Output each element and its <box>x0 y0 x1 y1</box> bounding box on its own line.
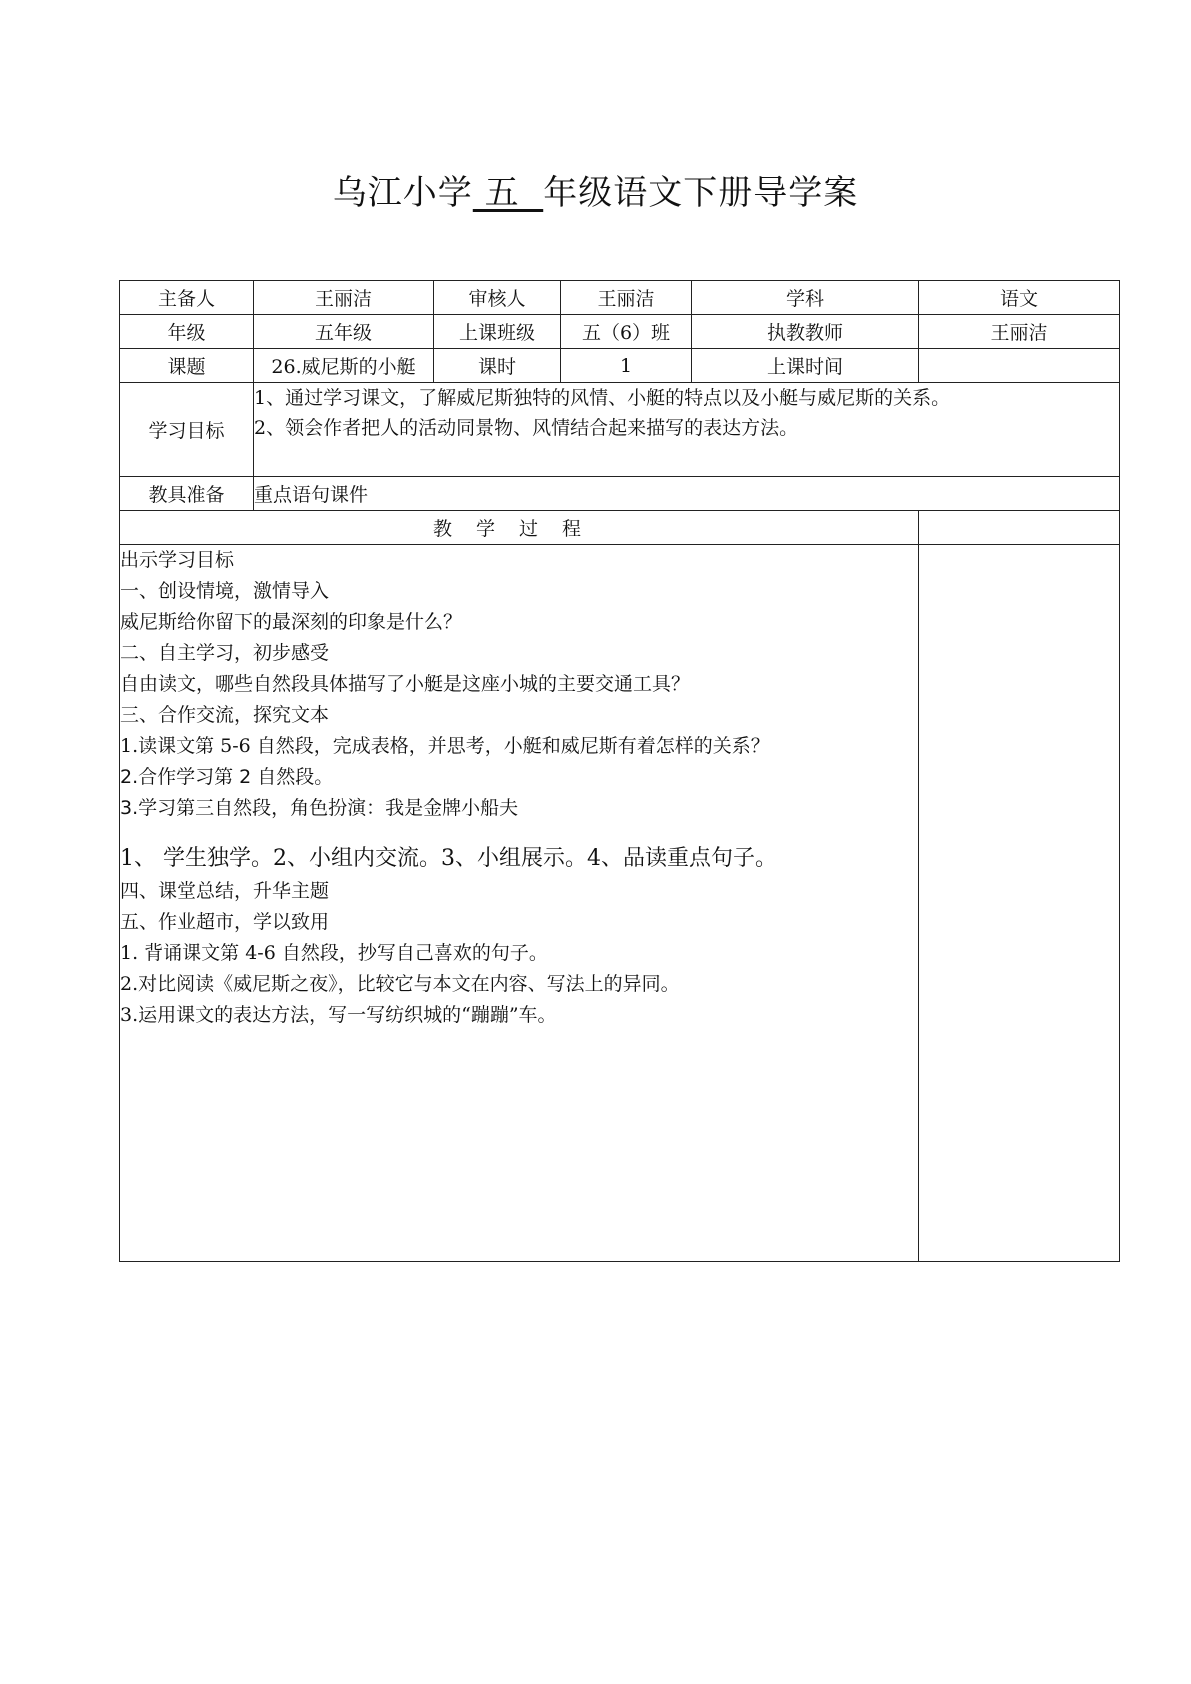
time-label: 上课时间 <box>692 349 919 383</box>
teacher-label: 执教教师 <box>692 315 919 349</box>
process-notes-cell <box>919 545 1120 1262</box>
time-value <box>919 349 1120 383</box>
process-line: 2.对比阅读《威尼斯之夜》，比较它与本文在内容、写法上的异同。 <box>120 973 680 995</box>
period-value: 1 <box>561 349 692 383</box>
goal-item: 1、通过学习课文，了解威尼斯独特的风情、小艇的特点以及小艇与威尼斯的关系。 <box>254 387 951 409</box>
process-line: 出示学习目标 <box>120 549 235 571</box>
process-line: 四、课堂总结，升华主题 <box>120 880 330 902</box>
process-line: 1、 学生独学。2、小组内交流。3、小组展示。4、品读重点句子。 <box>120 846 777 871</box>
process-line: 1.读课文第 5-6 自然段，完成表格，并思考，小艇和威尼斯有着怎样的关系？ <box>120 735 770 757</box>
goals-row <box>120 383 1120 477</box>
title-prefix: 乌江小学 <box>332 173 473 213</box>
topic-label: 课题 <box>120 349 254 383</box>
header-row-3 <box>120 349 1120 383</box>
process-line: 三、合作交流，探究文本 <box>120 704 330 726</box>
preparer-value: 王丽洁 <box>254 281 434 315</box>
process-line: 3.学习第三自然段，角色扮演：我是金牌小船夫 <box>120 797 519 819</box>
header-row-2 <box>120 315 1120 349</box>
grade-label: 年级 <box>120 315 254 349</box>
process-line: 五、作业超市，学以致用 <box>120 911 330 933</box>
title-suffix: 年级语文下册导学案 <box>543 173 859 213</box>
process-line: 2.合作学习第 2 自然段。 <box>120 766 334 788</box>
prep-value: 重点语句课件 <box>254 477 1120 511</box>
class-value: 五（6）班 <box>561 315 692 349</box>
period-label: 课时 <box>434 349 561 383</box>
reviewer-label: 审核人 <box>434 281 561 315</box>
process-line: 1. 背诵课文第 4-6 自然段，抄写自己喜欢的句子。 <box>120 942 548 964</box>
goals-content <box>254 383 1120 477</box>
preparer-label: 主备人 <box>120 281 254 315</box>
process-line: 3.运用课文的表达方法，写一写纺织城的“蹦蹦”车。 <box>120 1004 557 1026</box>
process-heading-row <box>120 511 1120 545</box>
header-row-1 <box>120 281 1120 315</box>
topic-value: 26.威尼斯的小艇 <box>254 349 434 383</box>
teacher-value: 王丽洁 <box>919 315 1120 349</box>
class-label: 上课班级 <box>434 315 561 349</box>
prep-row <box>120 477 1120 511</box>
lesson-plan-table <box>119 280 1120 1262</box>
title-grade-blank: 五 <box>472 173 544 213</box>
process-side-cell <box>919 511 1120 545</box>
process-line: 二、自主学习，初步感受 <box>120 642 330 664</box>
process-line: 一、创设情境，激情导入 <box>120 580 330 602</box>
process-body <box>120 545 919 1262</box>
reviewer-value: 王丽洁 <box>561 281 692 315</box>
process-body-row <box>120 545 1120 1262</box>
goals-label: 学习目标 <box>120 383 254 477</box>
subject-label: 学科 <box>692 281 919 315</box>
subject-value: 语文 <box>919 281 1120 315</box>
page-title <box>0 165 1191 214</box>
process-line: 自由读文，哪些自然段具体描写了小艇是这座小城的主要交通工具？ <box>120 673 691 695</box>
goal-item: 2、领会作者把人的活动同景物、风情结合起来描写的表达方法。 <box>254 417 799 439</box>
process-heading: 教学过程 <box>120 511 919 545</box>
process-line: 威尼斯给你留下的最深刻的印象是什么？ <box>120 611 463 633</box>
prep-label: 教具准备 <box>120 477 254 511</box>
grade-value: 五年级 <box>254 315 434 349</box>
